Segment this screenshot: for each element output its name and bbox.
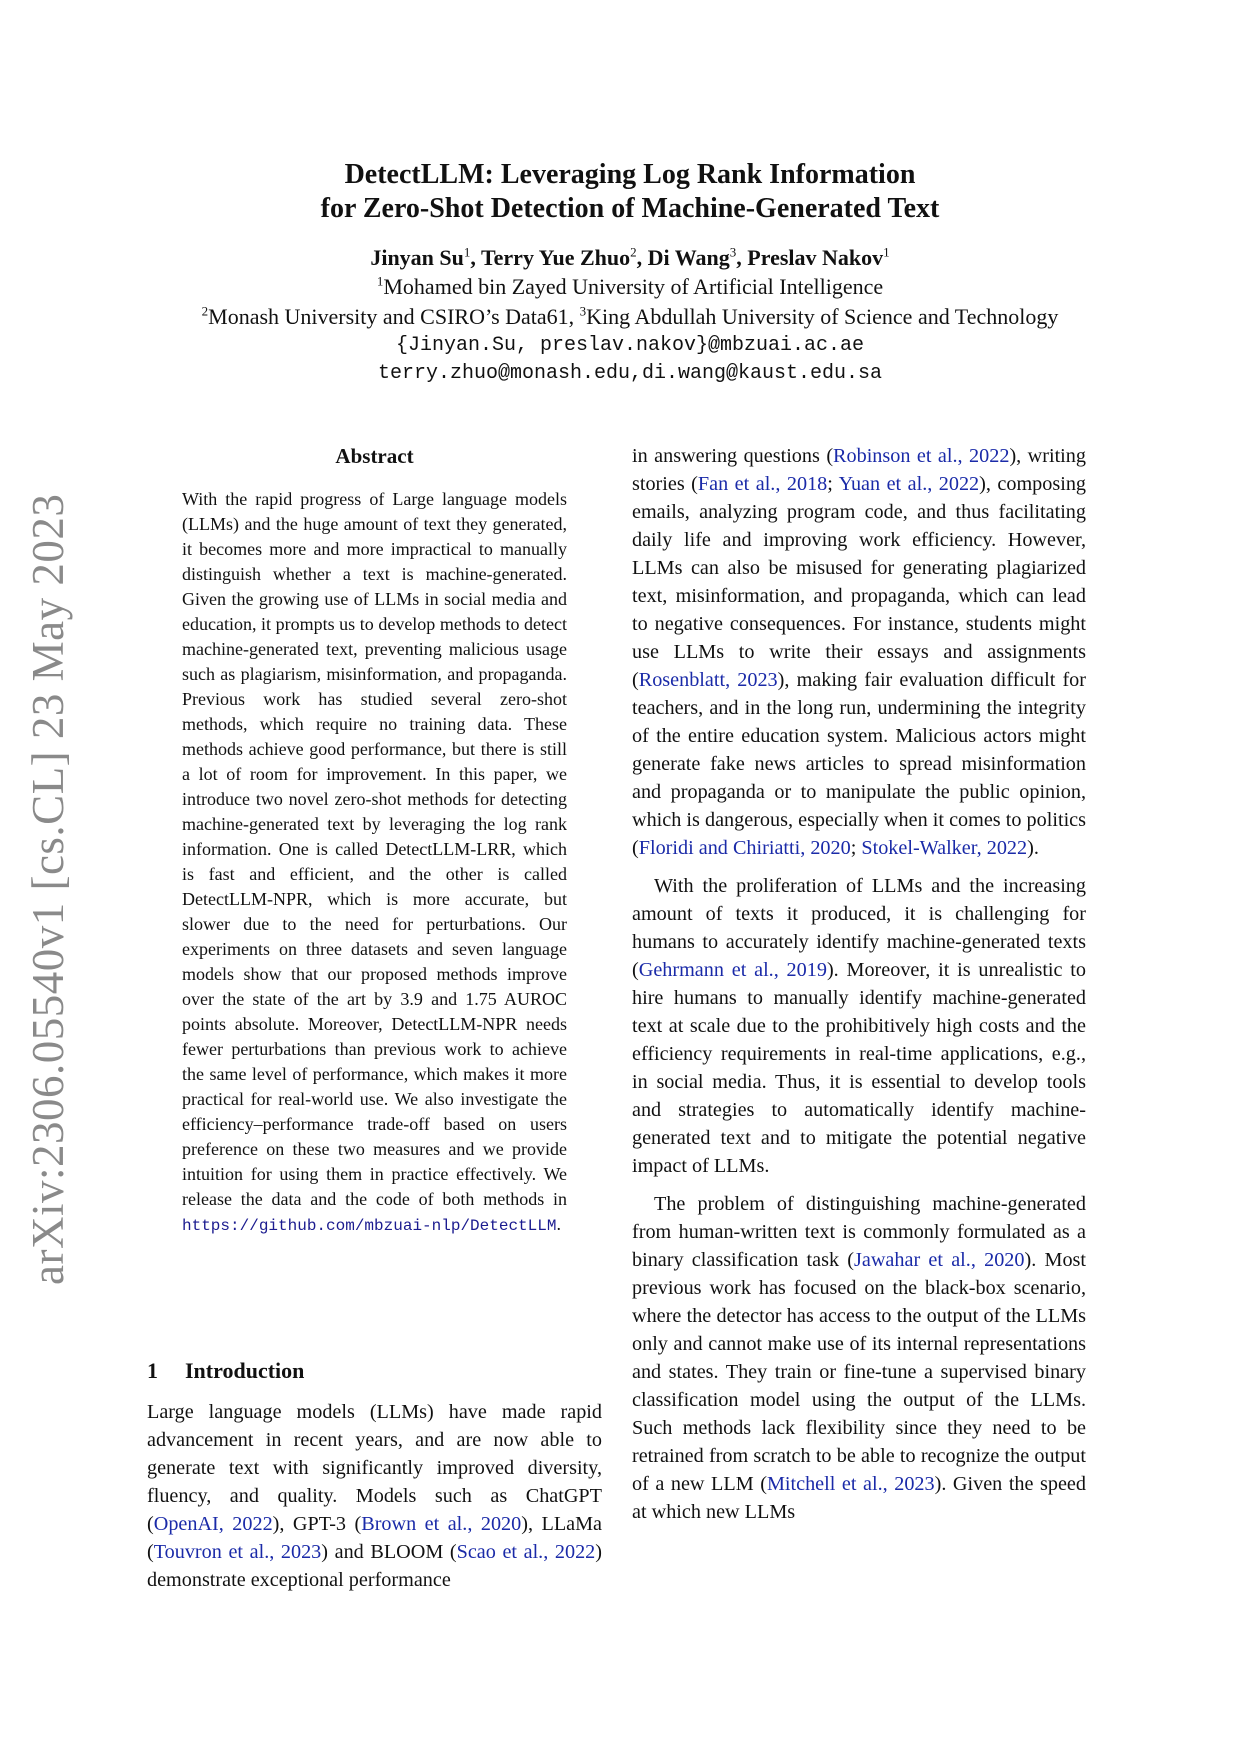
citation-link[interactable]: Fan et al., 2018: [697, 473, 828, 495]
citation-link[interactable]: Rosenblatt, 2023: [638, 669, 778, 691]
text-run: ). Moreover, it is unrealistic to hire humans to manually identify machine-generated text at scale due to the prohibitively high costs and the efficiency requirements in real-time applications, e.g., in social media. Thus, it is essential to develop tools and strategies to automatically identify machine-generated text and to mitigate the potential negative impact of LLMs.: [632, 959, 1086, 1177]
text-run: ), composing emails, analyzing program code, and thus facilitating daily life and improving work efficiency. However, LLMs can also be misused for generating plagiarized text, misinformation, and propaganda, which can lead to negative consequences. For instance, students might use LLMs to write their essays and assignments (: [632, 473, 1087, 691]
paragraph-3: [632, 1190, 1086, 1526]
title-line-1: DetectLLM: Leveraging Log Rank Information: [344, 159, 916, 190]
author-name: Preslav Nakov: [747, 245, 884, 270]
citation-link[interactable]: Floridi and Chiriatti, 2020: [638, 837, 851, 859]
text-run: ) demonstrate exceptional performance: [147, 1541, 602, 1591]
author-affiliation-mark: 2: [630, 244, 637, 260]
arxiv-stamp: arXiv:2306.05540v1 [cs.CL] 23 May 2023: [23, 493, 73, 1285]
text-run: in answering questions (: [632, 445, 834, 467]
citation-link[interactable]: Gehrmann et al., 2019: [638, 959, 827, 981]
text-run: ;: [827, 473, 839, 495]
citation-link[interactable]: Brown et al., 2020: [361, 1513, 522, 1535]
affiliation-2-3: [130, 302, 1130, 332]
text-run: With the proliferation of LLMs and the increasing amount of texts it produced, it is challenging for humans to accurately identify machine-generated texts (: [632, 875, 1086, 981]
text-run: ), LLaMa (: [147, 1513, 603, 1563]
text-run: The problem of distinguishing machine-generated from human-written text is commonly formulated as a binary classification task (: [632, 1193, 1086, 1271]
abstract-text: [182, 487, 567, 1239]
paper-title: [130, 158, 1130, 226]
email-line-1: {Jinyan.Su, preslav.nakov}@mbzuai.ac.ae: [395, 334, 865, 357]
abstract-section: [182, 444, 567, 1239]
affiliation-text: King Abdullah University of Science and Technology: [586, 304, 1059, 329]
citation-link[interactable]: Mitchell et al., 2023: [766, 1473, 935, 1495]
author-affiliation-mark: 3: [729, 244, 737, 260]
affiliation-mark: 1: [376, 273, 384, 289]
text-run: ;: [850, 837, 862, 859]
section-title: Introduction: [185, 1358, 305, 1383]
citation-link[interactable]: Stokel-Walker, 2022: [861, 837, 1028, 859]
section-heading: [147, 1358, 304, 1384]
abstract-heading: Abstract: [335, 444, 414, 468]
citation-link[interactable]: Robinson et al., 2022: [833, 445, 1010, 467]
author-affiliation-mark: 1: [463, 244, 471, 260]
abstract-body: With the rapid progress of Large language models (LLMs) and the huge amount of text they generated, it becomes more and more impractical to manually distinguish whether a text is machine-generated. Given the growing use of LLMs in social media and education, it prompts us to develop methods to detect machine-generated text, preventing malicious usage such as plagiarism, misinformation, and propaganda. Previous work has studied several zero-shot methods, which require no training data. These methods achieve good performance, but there is still a lot of room for improvement. In this paper, we introduce two novel zero-shot methods for detecting machine-generated text by leveraging the log rank information. One is called DetectLLM-LRR, which is fast and efficient, and the other is called DetectLLM-NPR, which is more accurate, but slower due to the need for perturbations. Our experiments on three datasets and seven language models show that our proposed methods improve over the state of the art by 3.9 and 1.75 AUROC points absolute. Moreover, DetectLLM-NPR needs fewer perturbations than previous work to achieve the same level of performance, which makes it more practical for real-world use. We also investigate the efficiency–performance trade-off based on users preference on these two measures and we provide intuition for using them in practice effectively. We release the data and the code of both methods in: [182, 489, 567, 1209]
author-name: Di Wang: [647, 245, 730, 270]
citation-link[interactable]: OpenAI, 2022: [153, 1513, 273, 1535]
citation-link[interactable]: Jawahar et al., 2020: [854, 1249, 1025, 1271]
text-run: ), making fair evaluation difficult for teachers, and in the long run, undermining the integrity of the entire education system. Malicious actors might generate fake news articles to spread misinformation and propaganda or to manipulate the public opinion, which is dangerous, especially when it comes to politics (: [632, 669, 1086, 859]
intro-left-column: [147, 1398, 602, 1594]
code-link[interactable]: https://github.com/mbzuai-nlp/DetectLLM: [182, 1217, 557, 1235]
affiliation-text: Mohamed bin Zayed University of Artificial Intelligence: [383, 274, 884, 299]
author-name: Terry Yue Zhuo: [481, 245, 631, 270]
text-run: ), GPT-3 (: [272, 1513, 362, 1535]
paper-header: [130, 158, 1130, 388]
affiliation-mark: 2: [201, 303, 209, 319]
citation-link[interactable]: Scao et al., 2022: [456, 1541, 596, 1563]
affiliation-1: [130, 272, 1130, 302]
author-affiliation-mark: 1: [883, 244, 890, 260]
affiliation-text: Monash University and CSIRO’s Data61,: [208, 304, 580, 329]
author-name: Jinyan Su: [370, 245, 464, 270]
author-list: Jinyan Su$^1$, Terry Yue Zhuo$^2$, Di Wang$^3$, Preslav Nakov$^1$: [370, 244, 890, 270]
text-run: ), writing stories (: [632, 445, 1086, 495]
citation-link[interactable]: Yuan et al., 2022: [838, 473, 980, 495]
text-run: Large language models (LLMs) have made rapid advancement in recent years, and are now able to generate text with significantly improved diversity, fluency, and quality. Models such as ChatGPT (: [147, 1401, 602, 1535]
email-line-2: terry.zhuo@monash.edu,di.wang@kaust.edu.sa: [377, 362, 883, 385]
paragraph-1: [632, 442, 1086, 862]
text-run: ). Most previous work has focused on the black-box scenario, where the detector has access to the output of the LLMs only and cannot make use of its internal representations and states. They train or fine-tune a supervised binary classification model using the output of the LLMs. Such methods lack flexibility since they need to be retrained from scratch to be able to recognize the output of a new LLM (: [632, 1249, 1086, 1495]
text-run: ) and BLOOM (: [321, 1541, 457, 1563]
right-column: [632, 442, 1086, 1526]
intro-paragraph: [147, 1398, 602, 1594]
citation-link[interactable]: Touvron et al., 2023: [153, 1541, 322, 1563]
title-line-2: for Zero-Shot Detection of Machine-Generated Text: [320, 193, 940, 224]
text-run: ).: [1027, 837, 1039, 859]
abstract-end: .: [556, 1214, 561, 1234]
text-run: ). Given the speed at which new LLMs: [632, 1473, 1086, 1523]
paragraph-2: [632, 872, 1086, 1180]
section-number: 1: [147, 1358, 158, 1383]
affiliation-mark: 3: [579, 303, 587, 319]
